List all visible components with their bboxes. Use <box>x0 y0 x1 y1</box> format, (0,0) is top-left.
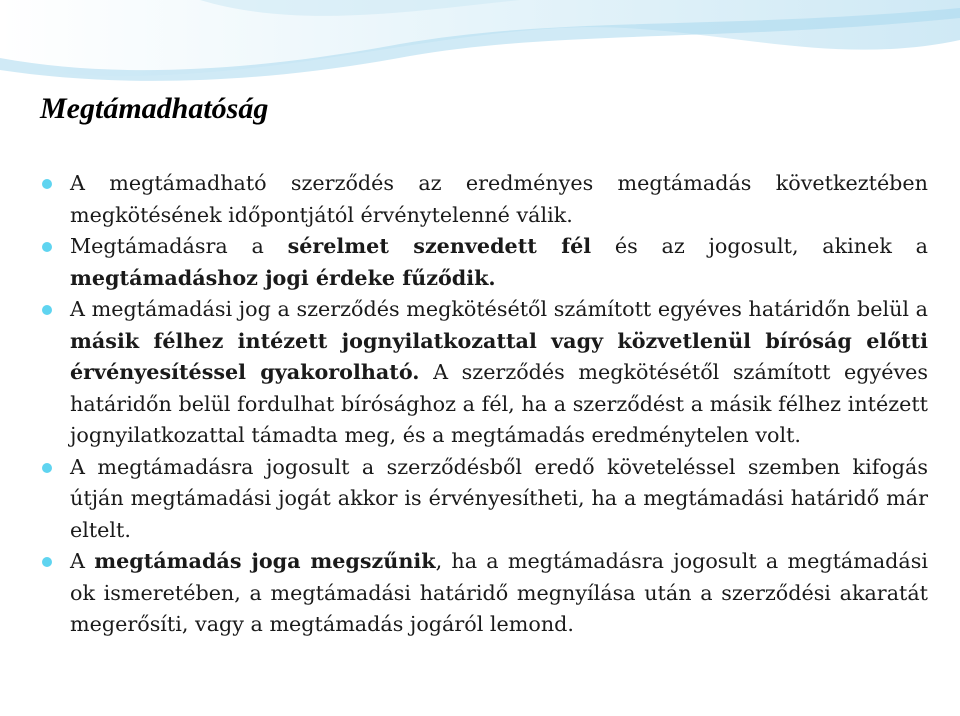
bullet-dot-icon <box>42 557 52 567</box>
bullet-bold-text: megtámadás joga megszűnik <box>94 549 436 573</box>
bullet-item <box>42 546 928 641</box>
bullet-item <box>42 168 928 231</box>
bullet-item <box>42 231 928 294</box>
bullet-text: , ha a megtámadásra jogosult a megtámadási ok ismeretében, a megtámadási határidő megnyílása után a szerződési akaratát megerősíti, vagy a megtámadás jogáról lemond. <box>70 549 928 636</box>
bullet-text: A megtámadási jog a szerződés megkötésétől számított egyéves határidőn belül a <box>70 297 928 321</box>
header-wave-decoration <box>0 0 960 90</box>
bullet-text: A megtámadható szerződés az eredményes megtámadás következtében megkötésének időpontjától érvénytelenné válik. <box>70 171 928 227</box>
bullet-text: és az jogosult, akinek a <box>591 234 928 258</box>
slide-title: Megtámadhatóság <box>40 92 269 125</box>
bullet-item <box>42 294 928 452</box>
bullet-dot-icon <box>42 242 52 252</box>
bullet-text: Megtámadásra a <box>70 234 288 258</box>
bullet-list <box>42 168 928 641</box>
bullet-bold-text: megtámadáshoz jogi érdeke fűződik. <box>70 265 496 290</box>
bullet-text: A megtámadásra jogosult a szerződésből eredő követeléssel szemben kifogás útján megtámadási jogát akkor is érvényesítheti, ha a megtámadási határidő már eltelt. <box>70 454 928 542</box>
bullet-bold-text: sérelmet szenvedett fél <box>287 234 592 258</box>
bullet-bold-text: másik félhez intézett jognyilatkozattal vagy közvetlenül bíróság előtti érvényesítéssel gyakorolható. <box>70 328 928 384</box>
bullet-text: A <box>70 549 95 573</box>
bullet-dot-icon <box>42 463 52 473</box>
bullet-dot-icon <box>42 179 52 189</box>
bullet-text: A szerződés megkötésétől számított egyéves határidőn belül fordulhat bírósághoz a fél, ha a szerződést a másik félhez intézett jognyilatkozattal támadta meg, és a megtámadás eredménytelen volt. <box>70 360 928 447</box>
bullet-dot-icon <box>42 305 52 315</box>
bullet-item <box>42 452 928 547</box>
